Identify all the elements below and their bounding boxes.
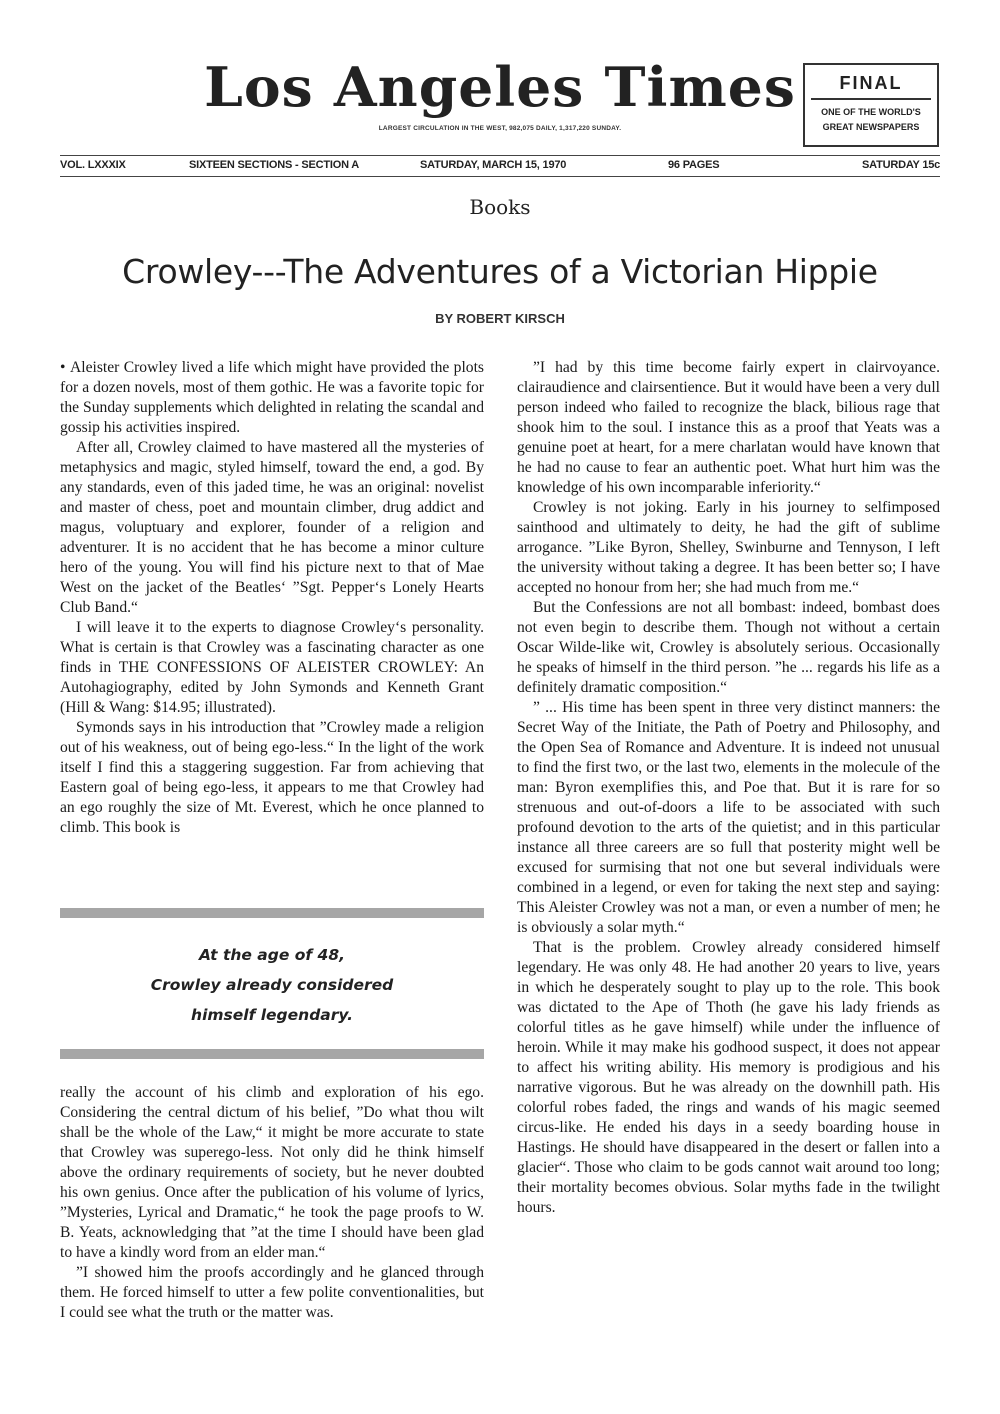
dateline-sections: SIXTEEN SECTIONS - SECTION A — [189, 159, 360, 171]
dateline-rule-bottom — [60, 176, 940, 177]
article-byline: BY ROBERT KIRSCH — [435, 311, 565, 326]
pull-quote-line: himself legendary. — [191, 1006, 353, 1024]
article-headline: Crowley---The Adventures of a Victorian Hippie — [122, 252, 878, 291]
paragraph: • Aleister Crowley lived a life which might have provided the plots for a dozen novels, most of them gothic. He was a favorite topic for the Sunday supplements which delighted in relating the scandal and gossip his activities inspired. — [60, 359, 484, 436]
dateline-price: SATURDAY 15c — [862, 159, 941, 171]
left-column-bottom — [60, 1083, 484, 1323]
final-box-line2: GREAT NEWSPAPERS — [822, 122, 920, 132]
paragraph: really the account of his climb and exploration of his ego. Considering the central dictum of his belief, ”Do what thou wilt shall be the whole of the Law,“ it might be more accurate to state that Crowley was superego-less. Not only did he think himself above the ordinary requirements of society, but he never doubted his own genius. Once after the publication of his volume of lyrics, ”Mysteries, Lyrical and Dramatic,“ he took the page proofs to W. B. Yeats, acknowledging that ”at the time I should have been glad to have a kindly word from an elder man.“ — [60, 1084, 484, 1261]
paragraph: After all, Crowley claimed to have mastered all the mysteries of metaphysics and magic, styled himself, toward the end, a god. By any standards, even of this jaded time, he was an original: novelist and master of chess, poet and mountain climber, drug addict and magus, voluptuary and explorer, founder of a religion and adventurer. It is no accident that he has become a minor culture hero of the young. You will find his picture next to that of Mae West on the jacket of the Beatles‘ ”Sgt. Pepper‘s Lonely Hearts Club Band.“ — [60, 439, 484, 616]
pull-quote-line: Crowley already considered — [150, 976, 394, 994]
dateline-date: SATURDAY, MARCH 15, 1970 — [420, 159, 567, 171]
section-label: Books — [469, 195, 531, 219]
masthead-title: Los Angeles Times — [204, 55, 796, 119]
paragraph: But the Confessions are not all bombast: indeed, bombast does not even begin to describe them. Though not without a certain Oscar Wilde-like wit, Crowley is absolutely serious. Occasionally he speaks of himself in the third person. ”he ... regards his life as a definitely dramatic composition.“ — [517, 599, 940, 696]
paragraph: ” ... His time has been spent in three very distinct manners: the Secret Way of the Initiate, the Path of Poetry and Philosophy, and the Open Sea of Romance and Adventure. It is indeed not unusual to find the first two, or the last two, elements in the molecule of the man: Byron exemplifies this, and Poe that. But it is rare for so strenuous and out-of-doors a life to be associated with such profound devotion to the arts of the quietist; and in this particular instance all three careers are so full that posterity might well be excused for surmising that not one but several individuals were combined in a legend, or even for taking the next step and saying: This Aleister Crowley was not a man, or even a number of men; he is obviously a solar myth.“ — [517, 699, 940, 936]
paragraph: Crowley is not joking. Early in his journey to selfimposed sainthood and ultimately to deity, he had the gift of sublime arrogance. ”Like Byron, Shelley, Swinburne and Tennyson, I left the university without taking a degree. It has been better so; I have accepted no honour from her; she had much from me.“ — [517, 499, 940, 596]
paragraph: ”I showed him the proofs accordingly and he glanced through them. He forced himself to utter a few polite conventionalities, but I could see what the truth or the matter was. — [60, 1264, 484, 1321]
paragraph: ”I had by this time become fairly expert in clairvoyance. clairaudience and clairsentience. But it would have been a very dull person indeed who failed to recognize the black, bilious rage that shook him to the soul. I instance this as a proof that Yeats was a genuine poet at heart, for a mere charlatan would have known that he had no cause to fear an authentic poet. What hurt him was the knowledge of his own incomparable inferiority.“ — [517, 359, 940, 496]
right-column — [517, 358, 940, 1218]
paragraph: I will leave it to the experts to diagnose Crowley‘s personality. What is certain is that Crowley was a fascinating character as one finds in THE CONFESSIONS OF ALEISTER CROWLEY: An Autohagiography, edited by John Symonds and Kenneth Grant (Hill & Wang: $14.95; illustrated). — [60, 619, 484, 716]
pull-quote-bar-bottom — [60, 1049, 484, 1059]
paragraph: Symonds says in his introduction that ”Crowley made a religion out of his weakness, out of being ego-less.“ In the light of the work itself I find this a staggering suggestion. Far from achieving that Eastern goal of being ego-less, it appears to me that Crowley had an ego roughly the size of Mt. Everest, which he once planned to climb. This book is — [60, 719, 484, 836]
left-column-top — [60, 358, 484, 838]
final-box-divider — [811, 98, 931, 100]
pull-quote-line: At the age of 48, — [198, 946, 346, 964]
final-box-line1: ONE OF THE WORLD'S — [821, 107, 921, 117]
masthead-circulation: LARGEST CIRCULATION IN THE WEST, 982,075 DAILY, 1,317,220 SUNDAY. — [378, 125, 622, 132]
paragraph: That is the problem. Crowley already considered himself legendary. He was only 48. He had another 20 years to live, years in which he desperately sought to play up to the role. This book was dictated to the Ape of Thoth (he gave his lady friends as colorful titles as he gave himself) while under the influence of heroin. While it may make his godhood suspect, it does not appear to affect his writing ability. His memory is prodigious and his narrative vigorous. But he was already on the downhill path. His colorful robes faded, the rings and wands of his magic seemed circus-like. He ended his days in a seedy boarding house in Hastings. He should have disappeared in the desert or fallen into a glacier“. Those who claim to be gods cannot wait around too long; their mortality becomes obvious. Solar myths fade in the twilight hours. — [517, 939, 940, 1216]
dateline-volume: VOL. LXXXIX — [60, 159, 126, 171]
pull-quote-bar-top — [60, 908, 484, 918]
dateline-pages: 96 PAGES — [668, 159, 720, 171]
final-edition-box — [803, 63, 939, 147]
dateline-rule-top — [60, 155, 940, 156]
final-edition-label: FINAL — [839, 73, 903, 93]
bullet-icon: • — [60, 359, 66, 376]
pull-quote — [60, 940, 484, 1030]
